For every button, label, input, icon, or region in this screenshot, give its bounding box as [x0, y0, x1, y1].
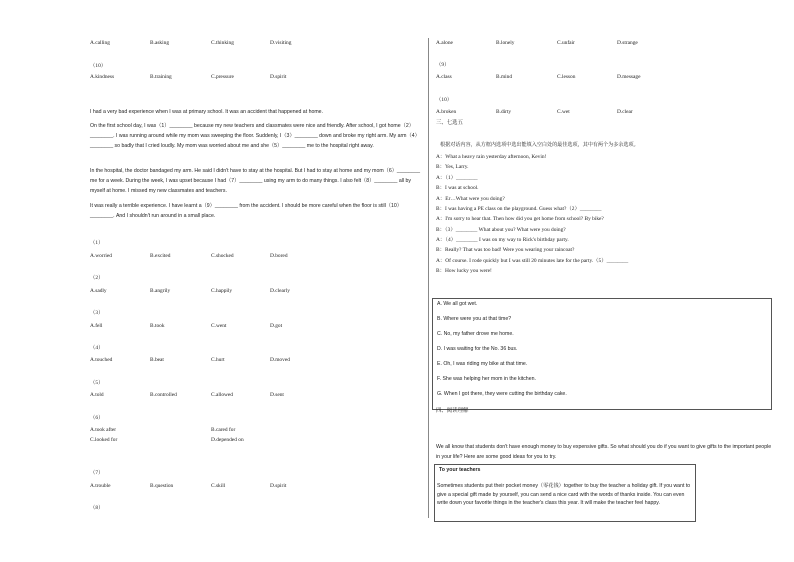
question-number: （9）: [436, 62, 450, 68]
option: A.calling: [90, 40, 110, 46]
option: D.spirit: [270, 74, 287, 80]
option: A.kindness: [90, 74, 115, 80]
dialogue-line: A：Of course. I rode quickly but I was still 20 minutes late for the party.（5）________: [436, 258, 629, 264]
option: A.fell: [90, 323, 103, 329]
option: D.bored: [270, 253, 288, 259]
option: A.worried: [90, 253, 113, 259]
reading-intro: We all know that students don't have enough money to buy expensive gifts. So what should you do if you want to give gifts to the important people in your life? Here are some good ideas for you to try.: [436, 444, 772, 461]
passage-paragraph: I had a very bad experience when I was at primary school. It was an accident that happened at home.: [90, 109, 323, 115]
option: A.sadly: [90, 288, 107, 294]
question-number: （5）: [90, 380, 104, 386]
option: B.mind: [496, 74, 513, 80]
dialogue-line: B：Really? That was too bad! Were you wearing your raincoat?: [436, 247, 575, 253]
option: A.alone: [436, 40, 453, 46]
option: D.sent: [270, 392, 284, 398]
option: A.trouble: [90, 483, 111, 489]
option: B.cared for: [211, 427, 236, 433]
box-option: G. When I got there, they were cutting the birthday cake.: [437, 391, 567, 397]
passage-paragraph: On the first school day, I was（1）________ because my new teachers and classmates were nice and friendly. After school, I got home（2）________. I was running around while my mom was sweeping the floor. Suddenly, I（3）________ down and broke my right arm. My arm（4）________ so badly that I cried loudly. My mom was worried about me and she（5）________ me to the hospital right away.: [90, 123, 420, 150]
option: D.visiting: [270, 40, 292, 46]
passage-paragraph: In the hospital, the doctor bandaged my arm. He said I didn't have to stay at the hospital. But I had to stay at home and my mom（6）________ me for a week. During the week, I was upset because I had（7）________ using my arm to do many things. I also felt（8）________ all by myself at home. I missed my new classmates and teachers.: [90, 168, 421, 195]
question-number: （6）: [90, 415, 104, 421]
section-title: 三、七选五: [436, 120, 463, 126]
box-option: C. No, my father drove me home.: [437, 331, 514, 337]
option: C.shocked: [211, 253, 234, 259]
option: C.went: [211, 323, 227, 329]
dialogue-line: B：I was at school.: [436, 185, 479, 191]
option: C.pressure: [211, 74, 234, 80]
column-divider: [428, 38, 429, 518]
question-number: （10）: [436, 97, 453, 103]
passage-paragraph: It was really a terrible experience. I have learnt a（9）________ from the accident. I should be more careful when the floor is still（10）________. And I shouldn't run around in a small place.: [90, 203, 402, 220]
question-number: （7）: [90, 470, 104, 476]
option: B.training: [150, 74, 172, 80]
teacher-box: [434, 464, 696, 522]
option: C.allowed: [211, 392, 234, 398]
option: B.lonely: [496, 40, 515, 46]
option: D.clear: [617, 109, 633, 115]
section-instruction: 根据对话内容，从方框内选项中选出能填入空白处的最佳选项，其中有两个为多余选项。: [440, 142, 639, 148]
option: B.angrily: [150, 288, 171, 294]
teacher-box-text: Sometimes students put their pocket money（零花钱）together to buy the teacher a holiday gift. If you want to give a special gift made by yourself, you can send a nice card with the words of thanks inside. You can even write down your favorite things in the teacher's class this year. It will make the teacher feel happy.: [437, 483, 691, 507]
dialogue-line: B：Yes, Larry.: [436, 164, 469, 170]
dialogue-line: A：I'm sorry to hear that. Then how did you get home from school? By bike?: [436, 216, 604, 222]
option: C.happily: [211, 288, 233, 294]
box-option: E. Oh, I was riding my bike at that time.: [437, 361, 528, 367]
box-option: F. She was helping her mom in the kitchen.: [437, 376, 536, 382]
dialogue-line: A：Er…What were you doing?: [436, 196, 505, 202]
box-option: B. Where were you at that time?: [437, 316, 512, 322]
option: C.thinking: [211, 40, 234, 46]
option: C.skill: [211, 483, 226, 489]
dialogue-line: B：How lucky you were!: [436, 268, 492, 274]
question-number: （3）: [90, 310, 104, 316]
option: C.lesson: [557, 74, 576, 80]
question-number: （1）: [90, 240, 104, 246]
option: D.strange: [617, 40, 638, 46]
option: C.wet: [557, 109, 570, 115]
option: A.told: [90, 392, 104, 398]
box-option: A. We all got wet.: [437, 301, 478, 307]
option: D.got: [270, 323, 283, 329]
option: B.asking: [150, 40, 170, 46]
option: C.looked for: [90, 437, 118, 443]
option: D.clearly: [270, 288, 290, 294]
option: B.took: [150, 323, 165, 329]
option: C.hurt: [211, 357, 225, 363]
option: C.unfair: [557, 40, 575, 46]
teacher-box-title: To your teachers: [439, 467, 481, 473]
option: A.touched: [90, 357, 113, 363]
option: B.dirty: [496, 109, 512, 115]
option: D.depended on: [211, 437, 244, 443]
option: B.excited: [150, 253, 171, 259]
option: A.broken: [436, 109, 457, 115]
question-number: （2）: [90, 275, 104, 281]
option: D.moved: [270, 357, 290, 363]
question-number: （8）: [90, 505, 104, 511]
dialogue-line: A：（1）________: [436, 175, 478, 181]
option: B.controlled: [150, 392, 177, 398]
options-box: [432, 298, 772, 410]
question-number: （10）: [90, 63, 107, 69]
section-title: 四、阅读理解: [436, 408, 469, 414]
dialogue-line: B：I was having a PE class on the playground. Guess what?（2）________: [436, 206, 602, 212]
question-number: （4）: [90, 345, 104, 351]
option: D.spirit: [270, 483, 287, 489]
dialogue-line: B：（3）________ What about you? What were you doing?: [436, 227, 566, 233]
dialogue-line: A：（4）________ I was on my way to Rick's birthday party.: [436, 237, 569, 243]
option: B.beat: [150, 357, 164, 363]
option: D.message: [617, 74, 641, 80]
option: A.class: [436, 74, 452, 80]
box-option: D. I was waiting for the No. 36 bus.: [437, 346, 518, 352]
dialogue-line: A：What a heavy rain yesterday afternoon, Kevin!: [436, 154, 547, 160]
option: A.took after: [90, 427, 117, 433]
option: B.question: [150, 483, 174, 489]
